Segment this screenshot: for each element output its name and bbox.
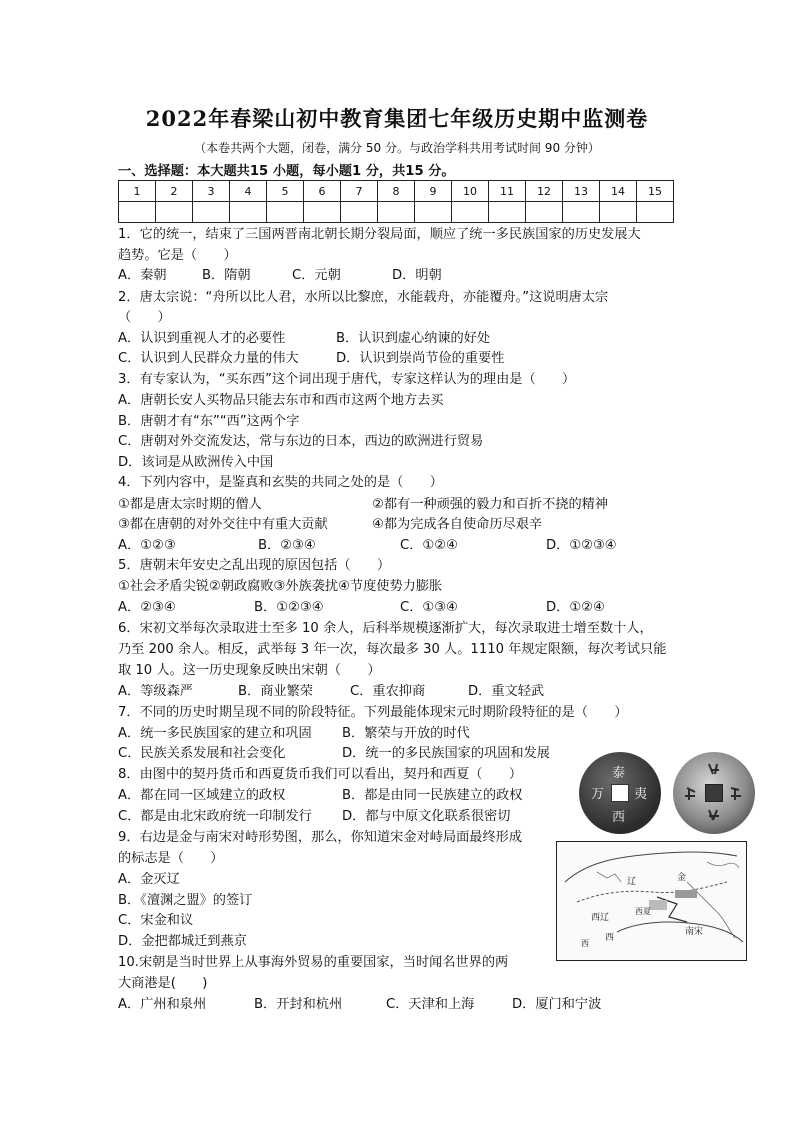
q5-option-c[interactable]: C．①③④ (400, 600, 458, 615)
q8-option-a[interactable]: A．都在同一区域建立的政权 (118, 788, 286, 803)
page-title: 2022年春梁山初中教育集团七年级历史期中监测卷 (145, 106, 649, 131)
answer-cell[interactable] (341, 202, 378, 223)
question-1-stem: 1．它的统一，结束了三国两晋南北朝长期分裂局面，顺应了统一多民族国家的历史发展大 (118, 227, 641, 242)
q6-option-a[interactable]: A．等级森严 (118, 684, 193, 699)
q1-option-c[interactable]: C．元朝 (292, 268, 341, 283)
answer-number: 12 (526, 181, 563, 202)
answer-cell[interactable] (378, 202, 415, 223)
q7-option-b[interactable]: B．繁荣与开放的时代 (342, 726, 470, 741)
answer-cell[interactable] (600, 202, 637, 223)
answer-number: 6 (304, 181, 341, 202)
answer-cell[interactable] (526, 202, 563, 223)
q4-statement-3: ③都在唐朝的对外交往中有重大贡献 (118, 517, 328, 532)
q10-option-a[interactable]: A．广州和泉州 (118, 997, 207, 1012)
map-label: 南宋 (685, 927, 704, 937)
answer-cell[interactable] (489, 202, 526, 223)
answer-number: 9 (415, 181, 452, 202)
q2-option-a[interactable]: A．认识到重视人才的必要性 (118, 331, 286, 346)
question-9-stem-cont: 的标志是（ ） (118, 851, 224, 866)
answer-number: 15 (637, 181, 674, 202)
answer-cell[interactable] (304, 202, 341, 223)
q4-statement-2: ②都有一种顽强的毅力和百折不挠的精神 (372, 497, 609, 512)
q2-option-c[interactable]: C．认识到人民群众力量的伟大 (118, 351, 299, 366)
q5-option-d[interactable]: D．①②④ (546, 600, 605, 615)
coin-character: 万 (591, 787, 605, 802)
answer-number: 10 (452, 181, 489, 202)
q5-option-b[interactable]: B．①②③④ (254, 600, 324, 615)
answer-blank-row (119, 202, 674, 223)
question-5-stem: 5．唐朝末年安史之乱出现的原因包括（ ） (118, 558, 391, 573)
question-8-stem: 8．由图中的契丹货币和西夏货币我们可以看出，契丹和西夏（ ） (118, 767, 523, 782)
answer-cell[interactable] (119, 202, 156, 223)
coin-character: 泰 (612, 766, 626, 781)
map-label: 西 (605, 933, 615, 943)
question-1-stem-cont: 趋势。它是（ ） (118, 248, 237, 263)
q4-option-d[interactable]: D．①②③④ (546, 538, 617, 553)
q6-option-d[interactable]: D．重文轻武 (468, 684, 545, 699)
song-jin-confrontation-map (556, 841, 747, 961)
answer-number: 1 (119, 181, 156, 202)
q10-option-c[interactable]: C．天津和上海 (386, 997, 475, 1012)
q6-option-c[interactable]: C．重农抑商 (350, 684, 426, 699)
q9-option-c[interactable]: C．宋金和议 (118, 913, 194, 928)
q8-option-b[interactable]: B．都是由同一民族建立的政权 (342, 788, 523, 803)
answer-number: 7 (341, 181, 378, 202)
western-xia-coin-image (673, 752, 755, 834)
question-7-stem: 7．不同的历史时期呈现不同的阶段特征。下列最能体现宋元时期阶段特征的是（ ） (118, 705, 628, 720)
question-3-stem: 3．有专家认为，“买东西”这个词出现于唐代，专家这样认为的理由是（ ） (118, 372, 576, 387)
coin-square-hole (611, 784, 629, 802)
answer-number: 14 (600, 181, 637, 202)
q2-option-b[interactable]: B．认识到虚心纳谏的好处 (336, 331, 491, 346)
answer-cell[interactable] (156, 202, 193, 223)
q3-option-d[interactable]: D．该词是从欧洲传入中国 (118, 455, 274, 470)
q9-option-d[interactable]: D．金把都城迁到燕京 (118, 934, 247, 949)
coin-script-marks (673, 752, 755, 834)
q5-option-a[interactable]: A．②③④ (118, 600, 176, 615)
q4-option-b[interactable]: B．②③④ (258, 538, 316, 553)
map-label: 西辽 (591, 913, 610, 923)
answer-cell[interactable] (637, 202, 674, 223)
q2-option-d[interactable]: D．认识到崇尚节俭的重要性 (336, 351, 505, 366)
q4-statement-1: ①都是唐太宗时期的僧人 (118, 497, 262, 512)
q4-option-a[interactable]: A．①②③ (118, 538, 176, 553)
answer-number: 5 (267, 181, 304, 202)
q1-option-d[interactable]: D．明朝 (392, 268, 442, 283)
map-label: 西夏 (635, 907, 651, 916)
q4-statement-4: ④都为完成各自使命历尽艰辛 (372, 517, 543, 532)
answer-cell[interactable] (267, 202, 304, 223)
coin-character: 夷 (634, 787, 648, 802)
answer-number: 13 (563, 181, 600, 202)
answer-number: 4 (230, 181, 267, 202)
question-10-stem: 10.宋朝是当时世界上从事海外贸易的重要国家，当时闻名世界的两 (118, 955, 509, 970)
q5-statements: ①社会矛盾尖锐②朝政腐败③外族袭扰④节度使势力膨胀 (118, 579, 443, 594)
khitan-coin-image (579, 752, 661, 834)
map-drawing (557, 842, 746, 960)
question-6-stem: 6．宋初文举每次录取进士至多 10 余人，后科举规模逐渐扩大，每次录取进士增至数十人， (118, 621, 653, 636)
q9-option-b[interactable]: B．《澶渊之盟》的签订 (118, 893, 253, 908)
map-label: 辽 (627, 877, 637, 887)
q3-option-b[interactable]: B．唐朝才有“东”“西”这两个字 (118, 414, 300, 429)
answer-number: 8 (378, 181, 415, 202)
answer-number: 2 (156, 181, 193, 202)
question-9-stem: 9．右边是金与南宋对峙形势图，那么，你知道宋金对峙局面最终形成 (118, 830, 523, 845)
q4-option-c[interactable]: C．①②④ (400, 538, 458, 553)
coin-character: 西 (612, 810, 626, 825)
answer-table (118, 180, 674, 223)
q3-option-a[interactable]: A．唐朝长安人买物品只能去东市和西市这两个地方去买 (118, 393, 444, 408)
q1-option-b[interactable]: B．隋朝 (202, 268, 251, 283)
q10-option-d[interactable]: D．厦门和宁波 (512, 997, 602, 1012)
answer-cell[interactable] (230, 202, 267, 223)
map-label: 西 (581, 939, 589, 948)
q9-option-a[interactable]: A．金灭辽 (118, 872, 180, 887)
question-6-stem-cont: 乃至 200 余人。相反，武举每 3 年一次，每次最多 30 人。1110 年规定限额，每次考试只能 (118, 642, 667, 657)
q6-option-b[interactable]: B．商业繁荣 (238, 684, 313, 699)
answer-cell[interactable] (415, 202, 452, 223)
q8-option-c[interactable]: C．都是由北宋政府统一印制发行 (118, 809, 312, 824)
q1-option-a[interactable]: A．秦朝 (118, 268, 167, 283)
q8-option-d[interactable]: D．都与中原文化联系很密切 (342, 809, 511, 824)
q3-option-c[interactable]: C．唐朝对外交流发达，常与东边的日本，西边的欧洲进行贸易 (118, 434, 484, 449)
answer-number-row (119, 181, 674, 202)
answer-number: 11 (489, 181, 526, 202)
exam-instructions: （本卷共两个大题，闭卷，满分 50 分。与政治学科共用考试时间 90 分钟） (194, 141, 600, 155)
answer-cell[interactable] (193, 202, 230, 223)
q10-option-b[interactable]: B．开封和杭州 (254, 997, 343, 1012)
q7-option-c[interactable]: C．民族关系发展和社会变化 (118, 746, 286, 761)
question-4-stem: 4．下列内容中，是鉴真和玄奘的共同之处的是（ ） (118, 475, 443, 490)
answer-number: 3 (193, 181, 230, 202)
question-2-stem: 2．唐太宗说：“舟所以比人君，水所以比黎庶，水能载舟，亦能覆舟。”这说明唐太宗 (118, 290, 609, 305)
answer-cell[interactable] (563, 202, 600, 223)
section-heading: 一、选择题：本大题共15 小题，每小题1 分，共15 分。 (118, 164, 455, 179)
question-10-stem-cont: 大商港是( ) (118, 976, 208, 991)
q7-option-d[interactable]: D．统一的多民族国家的巩固和发展 (342, 746, 550, 761)
answer-cell[interactable] (452, 202, 489, 223)
question-6-stem-cont: 取 10 人。这一历史现象反映出宋朝（ ） (118, 663, 381, 678)
map-label: 金 (677, 873, 687, 883)
q7-option-a[interactable]: A．统一多民族国家的建立和巩固 (118, 726, 312, 741)
question-2-stem-cont: （ ） (118, 310, 171, 325)
